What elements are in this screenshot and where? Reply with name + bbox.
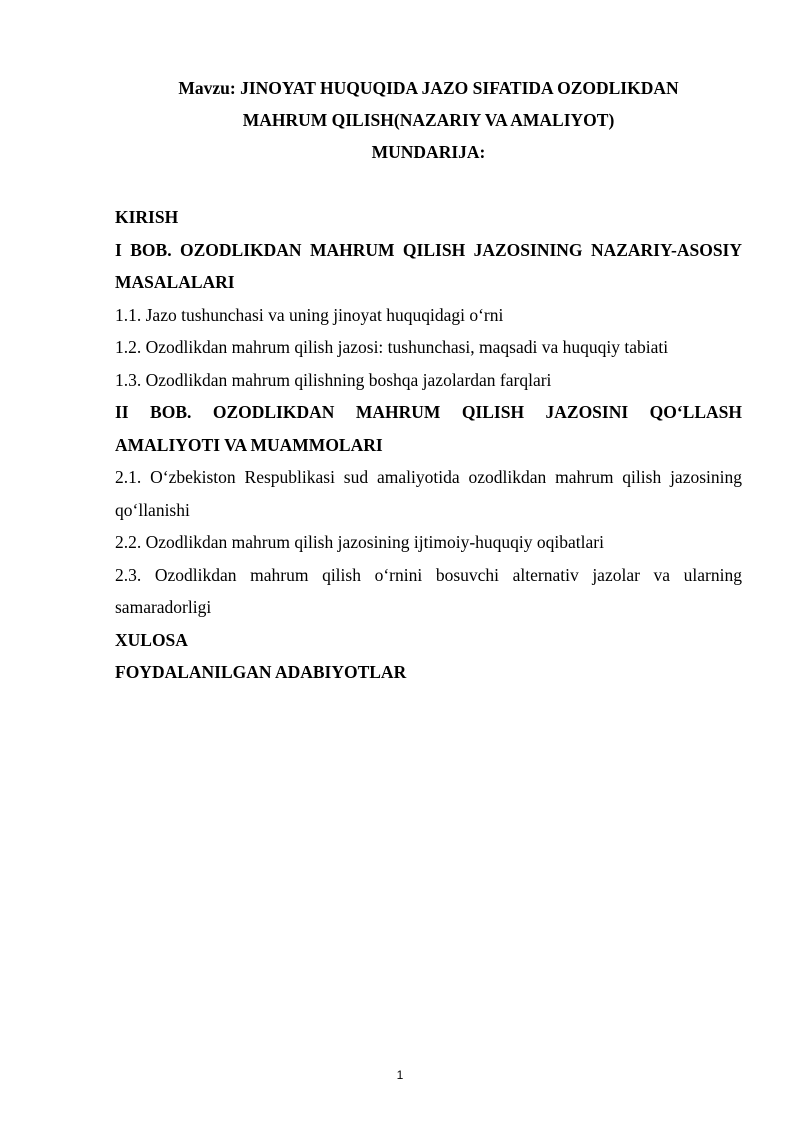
toc-item-conclusion: XULOSA [115, 629, 188, 650]
table-of-contents [115, 201, 742, 689]
toc-item-section-1-2: 1.2. Ozodlikdan mahrum qilish jazosi: tushunchasi, maqsadi va huquqiy tabiati [115, 337, 669, 357]
toc-item-section-2-2: 2.2. Ozodlikdan mahrum qilish jazosining ijtimoiy-huquqiy oqibatlari [115, 532, 604, 552]
toc-item-section-2-1: 2.1. O‘zbekiston Respublikasi sud amaliyotida ozodlikdan mahrum qilish jazosining qo‘llanishi [115, 467, 742, 520]
toc-item-chapter-2: II BOB. OZODLIKDAN MAHRUM QILISH JAZOSINI QO‘LLASH AMALIYOTI VA MUAMMOLARI [115, 402, 742, 455]
toc-item-section-1-3: 1.3. Ozodlikdan mahrum qilishning boshqa jazolardan farqlari [115, 369, 552, 390]
toc-item-section-1-1: 1.1. Jazo tushunchasi va uning jinoyat huquqidagi o‘rni [115, 304, 504, 325]
contents-heading: MUNDARIJA: [371, 142, 486, 162]
toc-item-chapter-1: I BOB. OZODLIKDAN MAHRUM QILISH JAZOSINING NAZARIY-ASOSIY MASALALARI [115, 239, 742, 292]
title-block [115, 72, 742, 168]
toc-item-introduction: KIRISH [115, 207, 179, 227]
document-title-line-2: MAHRUM QILISH(NAZARIY VA AMALIYOT) [242, 110, 615, 130]
toc-item-references: FOYDALANILGAN ADABIYOTLAR [115, 662, 407, 682]
document-title-line-1: Mavzu: JINOYAT HUQUQIDA JAZO SIFATIDA OZODLIKDAN [178, 78, 679, 98]
page-number: 1 [396, 1068, 404, 1082]
toc-item-section-2-3: 2.3. Ozodlikdan mahrum qilish o‘rnini bosuvchi alternativ jazolar va ularning samaradorligi [115, 564, 742, 617]
